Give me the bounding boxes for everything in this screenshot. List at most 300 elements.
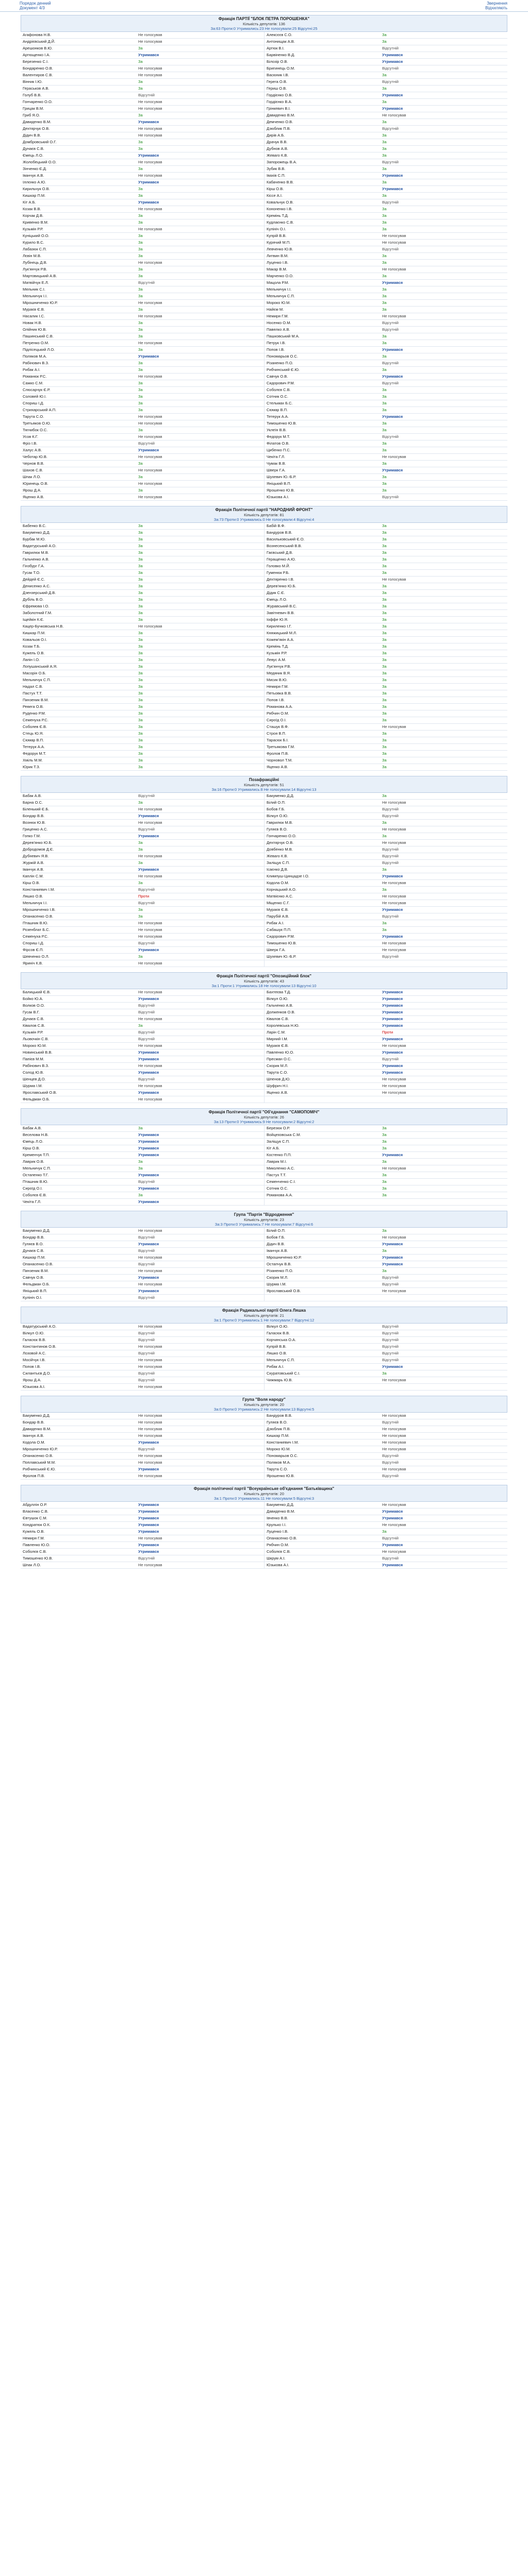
deputy-name[interactable]: Фельдман О.Б. <box>23 1097 50 1101</box>
deputy-name[interactable]: Мартовицький А.В. <box>23 274 57 278</box>
deputy-name[interactable]: Пашинський С.В. <box>23 334 54 338</box>
deputy-name[interactable]: Геращенко А.Ю. <box>267 557 296 562</box>
deputy-name[interactable]: Волков О.О. <box>23 1003 45 1008</box>
deputy-name[interactable]: Івахів С.П. <box>267 173 286 178</box>
deputy-name[interactable]: Сотник О.С. <box>267 1186 288 1191</box>
deputy-name[interactable]: Мірошниченко Ю.Р. <box>23 1447 58 1451</box>
deputy-name[interactable]: Лопушанський А.Я. <box>23 664 58 669</box>
deputy-name[interactable]: Семенченко С.І. <box>267 1179 296 1184</box>
deputy-name[interactable]: Мосійчук І.В. <box>23 1358 46 1362</box>
deputy-name[interactable]: Ємець Л.О. <box>267 597 287 602</box>
deputy-name[interactable]: Тарута С.О. <box>267 1467 288 1471</box>
deputy-name[interactable]: Шухевич Ю.-Б.Р. <box>267 954 296 959</box>
deputy-name[interactable]: Немиря Г.М. <box>267 684 289 689</box>
deputy-name[interactable]: Найєм М. <box>267 307 284 312</box>
deputy-name[interactable]: Сташук В.Ф. <box>267 724 289 729</box>
deputy-name[interactable]: Макар В.М. <box>267 267 287 272</box>
deputy-name[interactable]: Мельничук С.П. <box>23 677 51 682</box>
deputy-name[interactable]: Пташник В.Ю. <box>23 1179 48 1184</box>
deputy-name[interactable]: Герега О.В. <box>267 79 287 84</box>
deputy-name[interactable]: Іванчук А.В. <box>23 867 44 872</box>
deputy-name[interactable]: Опанасенко О.В. <box>23 1262 54 1266</box>
deputy-name[interactable]: Демченко О.В. <box>267 120 293 124</box>
deputy-name[interactable]: Юринець О.В. <box>23 481 48 486</box>
deputy-name[interactable]: Журжій А.В. <box>23 860 44 865</box>
deputy-name[interactable]: Гаєвський Д.В. <box>267 550 293 555</box>
deputy-name[interactable]: Барвіненко В.Д. <box>267 53 295 57</box>
deputy-name[interactable]: Вілкул О.Ю. <box>267 996 289 1001</box>
deputy-name[interactable]: Сюмар В.П. <box>267 408 288 412</box>
deputy-name[interactable]: Чеботар Ю.В. <box>23 454 47 459</box>
deputy-name[interactable]: Грінкевич В.І. <box>267 106 291 111</box>
deputy-name[interactable]: Ківалов С.В. <box>267 1016 289 1021</box>
deputy-name[interactable]: Пашковський М.А. <box>267 334 300 338</box>
deputy-name[interactable]: Скорик М.Л. <box>267 1063 289 1068</box>
deputy-name[interactable]: Мороко Ю.М. <box>267 300 291 305</box>
deputy-name[interactable]: Опанасенко О.В. <box>23 1453 54 1458</box>
deputy-name[interactable]: Миколенко А.С. <box>267 1166 295 1171</box>
deputy-name[interactable]: Скорик М.Л. <box>267 1275 289 1280</box>
deputy-name[interactable]: Дзензерський Д.В. <box>23 590 56 595</box>
deputy-name[interactable] <box>265 1096 382 1103</box>
deputy-name[interactable]: Агафонова Н.В. <box>23 32 52 37</box>
deputy-name[interactable]: Ісаєнко Д.В. <box>267 867 288 872</box>
deputy-name[interactable]: Білий О.П. <box>267 1228 286 1233</box>
deputy-name[interactable]: Кодола О.М. <box>267 880 289 885</box>
deputy-name[interactable]: Кіт А.Б. <box>267 1146 280 1150</box>
header-right-line2[interactable]: Відхиляють <box>485 6 507 10</box>
header-left-line1[interactable]: Порядок денний <box>20 1 51 6</box>
deputy-name[interactable]: Різаненко П.О. <box>267 1268 293 1273</box>
deputy-name[interactable]: Кудлаєнко С.В. <box>267 220 294 225</box>
deputy-name[interactable]: Яніцький В.П. <box>23 1289 47 1293</box>
deputy-name[interactable]: Петренко О.М. <box>23 341 50 345</box>
deputy-name[interactable]: Кузьмін Р.Р. <box>23 1030 43 1035</box>
deputy-name[interactable]: Вадатурський А.О. <box>23 1324 57 1329</box>
deputy-name[interactable]: Павленко Ю.О. <box>23 1543 51 1547</box>
deputy-name[interactable]: Валентиров С.В. <box>23 73 53 77</box>
deputy-name[interactable]: Розенблат Б.С. <box>23 927 50 932</box>
deputy-name[interactable]: Жеваго К.В. <box>267 854 288 858</box>
deputy-name[interactable]: Дейдей Є.С. <box>23 577 45 582</box>
deputy-name[interactable]: Соболев Є.В. <box>23 724 47 729</box>
deputy-name[interactable]: Рибак А.І. <box>23 367 41 372</box>
deputy-name[interactable]: Веселова Н.В. <box>23 1132 49 1137</box>
deputy-name[interactable]: Гериш О.В. <box>267 86 287 91</box>
header-right[interactable] <box>485 1 507 10</box>
deputy-name[interactable]: Кабаченко В.В. <box>267 180 294 184</box>
deputy-name[interactable]: Іллєнко А.Ю. <box>23 180 46 184</box>
deputy-name[interactable]: Соболєв Є.В. <box>23 1193 47 1197</box>
deputy-name[interactable]: Шахов С.В. <box>23 468 43 472</box>
deputy-name[interactable]: Дирів А.Б. <box>267 133 285 138</box>
deputy-name[interactable]: Соболєв С.В. <box>267 387 291 392</box>
deputy-name[interactable]: Стрихарський А.П. <box>23 408 57 412</box>
deputy-name[interactable]: Рибчинський Є.Ю. <box>23 1467 56 1471</box>
deputy-name[interactable]: Шурма І.М. <box>267 1282 287 1286</box>
deputy-name[interactable] <box>265 1199 382 1205</box>
deputy-name[interactable]: Кремінь Т.Д. <box>267 644 289 649</box>
deputy-name[interactable]: Завітневич В.В. <box>267 611 295 615</box>
deputy-name[interactable]: Кирильчук О.В. <box>23 187 50 191</box>
deputy-name[interactable]: Різаненко П.О. <box>267 361 293 365</box>
deputy-name[interactable]: Дубнов А.В. <box>267 146 288 151</box>
deputy-name[interactable]: Строя В.П. <box>267 731 286 736</box>
deputy-name[interactable]: Домбровський О.Г. <box>23 140 57 144</box>
deputy-name[interactable]: Каплін С.М. <box>23 874 44 878</box>
deputy-name[interactable]: Гусак В.Г. <box>23 1010 40 1014</box>
deputy-name[interactable]: Сироїд О.І. <box>23 1186 43 1191</box>
deputy-name[interactable]: Ємець Л.О. <box>23 1139 43 1144</box>
deputy-name[interactable]: Семенуха Р.С. <box>23 934 48 939</box>
deputy-name[interactable]: Вадатурський А.О. <box>23 544 57 548</box>
deputy-name[interactable]: Сюмар В.П. <box>23 738 44 742</box>
deputy-name[interactable]: Кірш О.В. <box>23 1146 40 1150</box>
deputy-name[interactable]: Слюсарчук Є.Р. <box>23 387 51 392</box>
deputy-name[interactable]: Дехтяренко І.В. <box>267 577 294 582</box>
deputy-name[interactable]: Кузьмін Р.Р. <box>23 227 43 231</box>
deputy-name[interactable]: Заліщук С.П. <box>267 1139 290 1144</box>
deputy-name[interactable]: Івченко В.В. <box>267 1516 288 1520</box>
deputy-name[interactable] <box>265 1295 382 1301</box>
deputy-name[interactable]: Тимошенко Ю.В. <box>23 1556 53 1561</box>
deputy-name[interactable]: Ляшко О.В. <box>23 894 43 899</box>
deputy-name[interactable]: Бакуменко Д.Д. <box>23 530 51 535</box>
deputy-name[interactable]: Бабенко В.С. <box>23 523 46 528</box>
deputy-name[interactable]: Третьяков О.Ю. <box>23 421 51 426</box>
deputy-name[interactable]: Кірш О.В. <box>267 187 284 191</box>
deputy-name[interactable]: Сажко С.М. <box>23 381 44 385</box>
deputy-name[interactable]: Мацола Р.М. <box>267 280 289 285</box>
deputy-name[interactable]: Усов К.Г. <box>23 434 39 439</box>
deputy-name[interactable]: Гриценко А.С. <box>23 827 48 832</box>
deputy-name[interactable]: Дерев'янко Ю.Б. <box>23 840 53 845</box>
deputy-name[interactable]: Федорук М.Т. <box>23 751 46 756</box>
deputy-name[interactable]: Стець Ю.Я. <box>23 731 44 736</box>
deputy-name[interactable]: Гуляєв В.О. <box>267 1420 288 1425</box>
deputy-name[interactable]: Гуляєв В.О. <box>267 827 288 832</box>
deputy-name[interactable]: Артюк В.І. <box>267 46 285 50</box>
deputy-name[interactable]: Кремінь Т.Д. <box>267 213 289 218</box>
deputy-name[interactable]: Соболєв С.В. <box>23 1549 47 1554</box>
deputy-name[interactable]: Федорук М.Т. <box>267 434 290 439</box>
deputy-name[interactable]: Лозовой А.С. <box>23 1351 46 1355</box>
deputy-name[interactable]: Єфремова І.О. <box>23 604 50 608</box>
deputy-name[interactable]: Підлісецький Л.О. <box>23 347 55 352</box>
deputy-name[interactable]: Бакуменко Д.Д. <box>267 1502 294 1507</box>
deputy-name[interactable]: Довбенко М.В. <box>267 847 293 852</box>
deputy-name[interactable]: Ківалов С.В. <box>23 1023 45 1028</box>
deputy-name[interactable]: Кузьмін Р.Р. <box>267 651 287 655</box>
deputy-name[interactable]: Бондар В.В. <box>23 1235 45 1240</box>
deputy-name[interactable]: Шпак Л.О. <box>23 474 41 479</box>
deputy-name[interactable]: Левченко Ю.В. <box>267 247 293 251</box>
deputy-name[interactable]: Зінченко Є.Д. <box>23 166 47 171</box>
deputy-name[interactable]: Крулько І.І. <box>267 1522 287 1527</box>
deputy-name[interactable]: Опанасенко О.В. <box>267 1536 298 1540</box>
deputy-name[interactable]: Олійник Ю.В. <box>23 327 47 332</box>
deputy-name[interactable]: Гриб Я.О. <box>23 113 40 117</box>
deputy-name[interactable]: Войцеховська С.М. <box>267 1132 301 1137</box>
deputy-name[interactable]: Шенцев Д.О. <box>23 1077 46 1081</box>
deputy-name[interactable]: Галасюк В.В. <box>23 1337 46 1342</box>
deputy-name[interactable]: Гальченко А.В. <box>267 1003 293 1008</box>
deputy-name[interactable]: Тарута С.О. <box>267 1070 288 1075</box>
deputy-name[interactable]: Матвієнко А.С. <box>267 894 293 899</box>
deputy-name[interactable]: Констанкевич І.М. <box>23 887 55 892</box>
deputy-name[interactable]: Дідик С.Є. <box>267 590 285 595</box>
deputy-name[interactable]: Яценко А.В. <box>267 765 288 769</box>
deputy-name[interactable]: Льовочкін С.В. <box>23 1037 49 1041</box>
deputy-name[interactable]: Бойко Ю.А. <box>23 996 43 1001</box>
deputy-name[interactable]: Сабашук П.П. <box>267 927 292 932</box>
deputy-name[interactable]: Сидорович Р.М. <box>267 381 295 385</box>
deputy-name[interactable]: Курячий М.П. <box>267 240 291 245</box>
deputy-name[interactable]: Бабак А.В. <box>23 1126 42 1130</box>
deputy-name[interactable]: Ковальов О.І. <box>23 637 47 642</box>
deputy-name[interactable]: Шпак Л.О. <box>23 1563 41 1567</box>
deputy-name[interactable]: Пташник В.Ю. <box>23 921 48 925</box>
deputy-name[interactable]: Корчинська О.А. <box>267 1337 296 1342</box>
deputy-name[interactable]: Ляшко О.В. <box>267 1351 287 1355</box>
deputy-name[interactable] <box>265 960 382 967</box>
deputy-name[interactable]: Галасюк В.В. <box>267 1331 290 1335</box>
deputy-name[interactable]: Дубіль В.О. <box>23 597 44 602</box>
deputy-name[interactable]: Марченко О.О. <box>267 274 294 278</box>
deputy-name[interactable]: Корчак Д.В. <box>23 213 44 218</box>
deputy-name[interactable]: Пономарьов О.С. <box>267 354 298 359</box>
deputy-name[interactable]: Матвійчук Е.Л. <box>23 280 49 285</box>
deputy-name[interactable]: Добродомов Д.Є. <box>23 847 54 852</box>
deputy-name[interactable]: Вілкул О.Ю. <box>23 1331 45 1335</box>
deputy-name[interactable]: Запорожець В.А. <box>267 160 297 164</box>
deputy-name[interactable]: Дзюблик П.В. <box>267 126 291 131</box>
deputy-name[interactable]: Пастух Т.Т. <box>23 691 43 696</box>
deputy-name[interactable]: Сидорович Р.М. <box>267 934 295 939</box>
deputy-name[interactable]: Мураєв Є.В. <box>267 907 289 912</box>
deputy-name[interactable]: Папієв М.М. <box>23 1057 44 1061</box>
deputy-name[interactable]: Савчук О.В. <box>23 1275 44 1280</box>
deputy-name[interactable]: Тимошенко Ю.В. <box>267 941 297 945</box>
deputy-name[interactable]: Лабазюк С.П. <box>23 247 47 251</box>
deputy-name[interactable]: Мельничук І.І. <box>267 287 292 292</box>
deputy-name[interactable]: Руденко Р.М. <box>23 711 46 716</box>
deputy-name[interactable]: Вілкул О.Ю. <box>267 814 289 818</box>
deputy-name[interactable]: Давиденко В.М. <box>267 113 295 117</box>
deputy-name[interactable]: Соболєв С.В. <box>267 1549 291 1554</box>
deputy-name[interactable]: Поляков М.А. <box>267 1460 291 1465</box>
deputy-name[interactable]: Іщейкін К.Є. <box>23 617 44 622</box>
deputy-name[interactable]: Тетерук А.А. <box>267 414 289 419</box>
deputy-name[interactable]: Бакуменко Д.Д. <box>23 1413 51 1418</box>
deputy-name[interactable]: Вознесенський В.В. <box>267 544 302 548</box>
deputy-name[interactable]: Остапчук В.В. <box>267 1262 292 1266</box>
deputy-name[interactable]: Іванчук А.В. <box>23 173 44 178</box>
deputy-name[interactable]: Купрій В.В. <box>267 1344 287 1349</box>
deputy-name[interactable]: Кожем'якін А.А. <box>267 637 294 642</box>
deputy-name[interactable]: Березенко С.І. <box>23 59 49 64</box>
deputy-name[interactable]: Шверк Г.А. <box>267 468 286 472</box>
deputy-name[interactable]: Пинзеник В.М. <box>23 698 49 702</box>
deputy-name[interactable]: Бакуменко Д.Д. <box>267 793 294 798</box>
deputy-name[interactable]: Васюник І.В. <box>267 73 289 77</box>
deputy-name[interactable]: Гончаренко О.О. <box>23 99 53 104</box>
deputy-name[interactable]: Рябчин О.М. <box>267 711 289 716</box>
deputy-name[interactable]: Дубневич Я.В. <box>23 854 49 858</box>
deputy-name[interactable]: Курило В.С. <box>23 240 44 245</box>
deputy-name[interactable]: Рибак А.І. <box>267 921 285 925</box>
deputy-name[interactable]: Мельничук С.П. <box>267 1358 295 1362</box>
deputy-name[interactable]: Гуляєв В.О. <box>23 1242 44 1246</box>
deputy-name[interactable]: Соловей Ю.І. <box>23 394 47 399</box>
deputy-name[interactable]: Білозір О.В. <box>267 59 288 64</box>
deputy-name[interactable]: Павленко Ю.О. <box>267 1050 294 1055</box>
deputy-name[interactable]: Павелко А.В. <box>267 327 290 332</box>
header-right-line1[interactable]: Звернення <box>487 1 507 6</box>
deputy-name[interactable]: Іванчук А.В. <box>267 1248 288 1253</box>
deputy-name[interactable]: Петрук І.В. <box>267 341 286 345</box>
deputy-name[interactable]: Третьякова Г.М. <box>267 744 295 749</box>
deputy-name[interactable]: Гопко Г.М. <box>23 834 41 838</box>
deputy-name[interactable]: Опанасенко О.В. <box>23 914 54 919</box>
deputy-name[interactable]: Лаврик М.І. <box>267 1159 287 1164</box>
deputy-name[interactable]: Долженков О.В. <box>267 1010 295 1014</box>
deputy-name[interactable]: Жолобецький О.О. <box>23 160 57 164</box>
deputy-name[interactable]: Давиденко В.М. <box>23 120 52 124</box>
deputy-name[interactable]: Давиденко В.М. <box>23 1427 52 1431</box>
deputy-name[interactable] <box>265 1384 382 1390</box>
deputy-name[interactable]: Драчук В.В. <box>267 140 288 144</box>
deputy-name[interactable]: Бобов Г.Б. <box>267 807 285 811</box>
deputy-name[interactable]: Масорін О.Б. <box>23 671 46 675</box>
deputy-name[interactable]: Березюк О.Р. <box>267 1126 290 1130</box>
header-left-line2[interactable]: Документ 4/3 <box>20 6 45 10</box>
deputy-name[interactable]: Бахтеєва Т.Д. <box>267 990 291 994</box>
deputy-name[interactable]: Юзькова А.І. <box>23 1384 45 1389</box>
deputy-name[interactable]: Сотник О.С. <box>267 394 288 399</box>
deputy-name[interactable]: Головко М.Й. <box>267 564 290 568</box>
deputy-name[interactable]: Арешонков В.Ю. <box>23 46 53 50</box>
deputy-name[interactable]: Бандуров В.В. <box>267 530 292 535</box>
deputy-name[interactable]: Іоффе Ю.Я. <box>267 617 289 622</box>
deputy-name[interactable]: Лук'янчук Р.В. <box>23 267 47 272</box>
deputy-name[interactable]: Пинзеник В.М. <box>23 1268 49 1273</box>
deputy-name[interactable]: Зубик В.В. <box>267 166 286 171</box>
header-left[interactable] <box>20 1 51 10</box>
deputy-name[interactable]: Попов І.В. <box>23 1364 41 1369</box>
deputy-name[interactable]: Спориш І.Д. <box>23 941 44 945</box>
deputy-name[interactable]: Левус А.М. <box>267 657 286 662</box>
deputy-name[interactable]: Романова А.А. <box>267 1193 293 1197</box>
deputy-name[interactable]: Корнацький А.О. <box>267 887 296 892</box>
deputy-name[interactable]: Тарута С.О. <box>23 414 44 419</box>
deputy-name[interactable]: Лук'янчук Р.В. <box>267 664 291 669</box>
deputy-name[interactable]: Носенко О.М. <box>267 320 291 325</box>
deputy-name[interactable]: Юзькова А.І. <box>267 1563 289 1567</box>
deputy-name[interactable]: Чекіта Г.Л. <box>267 454 285 459</box>
deputy-name[interactable]: Ларін С.М. <box>267 1030 286 1035</box>
deputy-name[interactable]: Королевська Н.Ю. <box>267 1023 300 1028</box>
deputy-name[interactable]: Константинов О.В. <box>23 1344 57 1349</box>
deputy-name[interactable]: Сироїд О.І. <box>267 718 287 722</box>
deputy-name[interactable]: Романюк Р.С. <box>23 374 47 379</box>
deputy-name[interactable]: Мельничук С.П. <box>23 1166 51 1171</box>
deputy-name[interactable]: Журавський В.С. <box>267 604 297 608</box>
deputy-name[interactable]: Чорновол Т.М. <box>267 758 293 762</box>
deputy-name[interactable]: Поляков М.А. <box>23 354 47 359</box>
deputy-name[interactable]: Чумак В.В. <box>267 461 286 466</box>
deputy-name[interactable]: Шухевич Ю.-Б.Р. <box>267 474 296 479</box>
deputy-name[interactable]: Чернов В.В. <box>23 461 44 466</box>
deputy-name[interactable]: Мороко Ю.М. <box>23 1043 47 1048</box>
deputy-name[interactable]: Грицак В.М. <box>23 106 44 111</box>
deputy-name[interactable]: Скуратовський С.І. <box>267 1371 301 1376</box>
deputy-name[interactable]: Давиденко В.М. <box>267 1509 295 1514</box>
deputy-name[interactable]: Вілкул О.Ю. <box>267 1324 289 1329</box>
deputy-name[interactable]: Чекіта Г.Л. <box>23 1199 41 1204</box>
deputy-name[interactable]: Мельничук С.П. <box>267 294 295 298</box>
deputy-name[interactable]: Ярош Д.А. <box>23 1378 42 1382</box>
deputy-name[interactable]: Білий О.П. <box>267 800 286 805</box>
deputy-name[interactable]: Андрієвський Д.Й. <box>23 39 56 44</box>
deputy-name[interactable]: Шевченко О.Л. <box>23 954 50 959</box>
deputy-name[interactable]: Рябчин О.М. <box>267 1543 289 1547</box>
deputy-name[interactable]: Васильковський Є.О. <box>267 537 305 541</box>
deputy-name[interactable]: Юрик Т.З. <box>23 765 40 769</box>
deputy-name[interactable]: Остапенко Т.Г. <box>23 1173 49 1177</box>
deputy-name[interactable]: Козак Т.Б. <box>23 644 41 649</box>
deputy-name[interactable]: Фріз І.В. <box>23 441 38 446</box>
deputy-name[interactable]: Литвин В.М. <box>267 253 289 258</box>
deputy-name[interactable]: Ярославський О.В. <box>23 1090 57 1095</box>
deputy-name[interactable]: Бобов Г.Б. <box>267 1235 285 1240</box>
deputy-name[interactable]: Немиря Г.М. <box>267 314 289 318</box>
deputy-name[interactable]: Кириленко І.Г. <box>267 624 292 629</box>
deputy-name[interactable]: Тимошенко Ю.В. <box>267 421 297 426</box>
deputy-name[interactable]: Луценко І.В. <box>267 260 289 265</box>
deputy-name[interactable]: Гінзбург Г.А. <box>23 564 45 568</box>
deputy-name[interactable]: Пресман О.С. <box>267 1057 292 1061</box>
deputy-name[interactable]: Шуфрич Н.І. <box>267 1083 289 1088</box>
deputy-name[interactable]: Яценко А.В. <box>267 1090 288 1095</box>
deputy-name[interactable]: Мороко Ю.М. <box>267 1447 291 1451</box>
deputy-name[interactable]: Лапін І.О. <box>23 657 40 662</box>
deputy-name[interactable]: Надал С.В. <box>23 684 43 689</box>
deputy-name[interactable]: Тетерук А.А. <box>23 744 45 749</box>
deputy-name[interactable]: Лаврик О.В. <box>23 1159 44 1164</box>
deputy-name[interactable]: Бакуменко Д.Д. <box>23 1228 51 1233</box>
deputy-name[interactable]: Кременчук Т.П. <box>23 1153 50 1157</box>
deputy-name[interactable]: Гусак Т.О. <box>23 570 41 575</box>
deputy-name[interactable]: Кірш О.В. <box>23 880 40 885</box>
deputy-name[interactable]: Кодола О.М. <box>23 1440 45 1445</box>
deputy-name[interactable]: Власенко С.В. <box>23 1509 48 1514</box>
deputy-name[interactable]: Ярошенко Ю.В. <box>267 488 295 493</box>
deputy-name[interactable]: Бабак А.В. <box>23 793 42 798</box>
deputy-name[interactable]: Кишкар П.М. <box>23 631 46 635</box>
deputy-name[interactable]: Поплавський М.М. <box>23 1460 56 1465</box>
deputy-name[interactable]: Пастух Т.Т. <box>267 1173 287 1177</box>
deputy-name[interactable]: Філатов О.В. <box>267 441 290 446</box>
deputy-name[interactable]: Гальченко А.В. <box>23 557 50 562</box>
deputy-name[interactable]: Бригинець О.М. <box>267 66 295 71</box>
deputy-name[interactable]: Яриніч К.В. <box>23 961 43 965</box>
deputy-name[interactable]: Євтушок С.М. <box>23 1516 47 1520</box>
deputy-name[interactable]: Вінник І.Ю. <box>23 79 43 84</box>
deputy-name[interactable]: Княжицький М.Л. <box>267 631 298 635</box>
deputy-name[interactable]: Лубінець Д.В. <box>23 260 47 265</box>
deputy-name[interactable]: Савчук О.В. <box>267 374 288 379</box>
